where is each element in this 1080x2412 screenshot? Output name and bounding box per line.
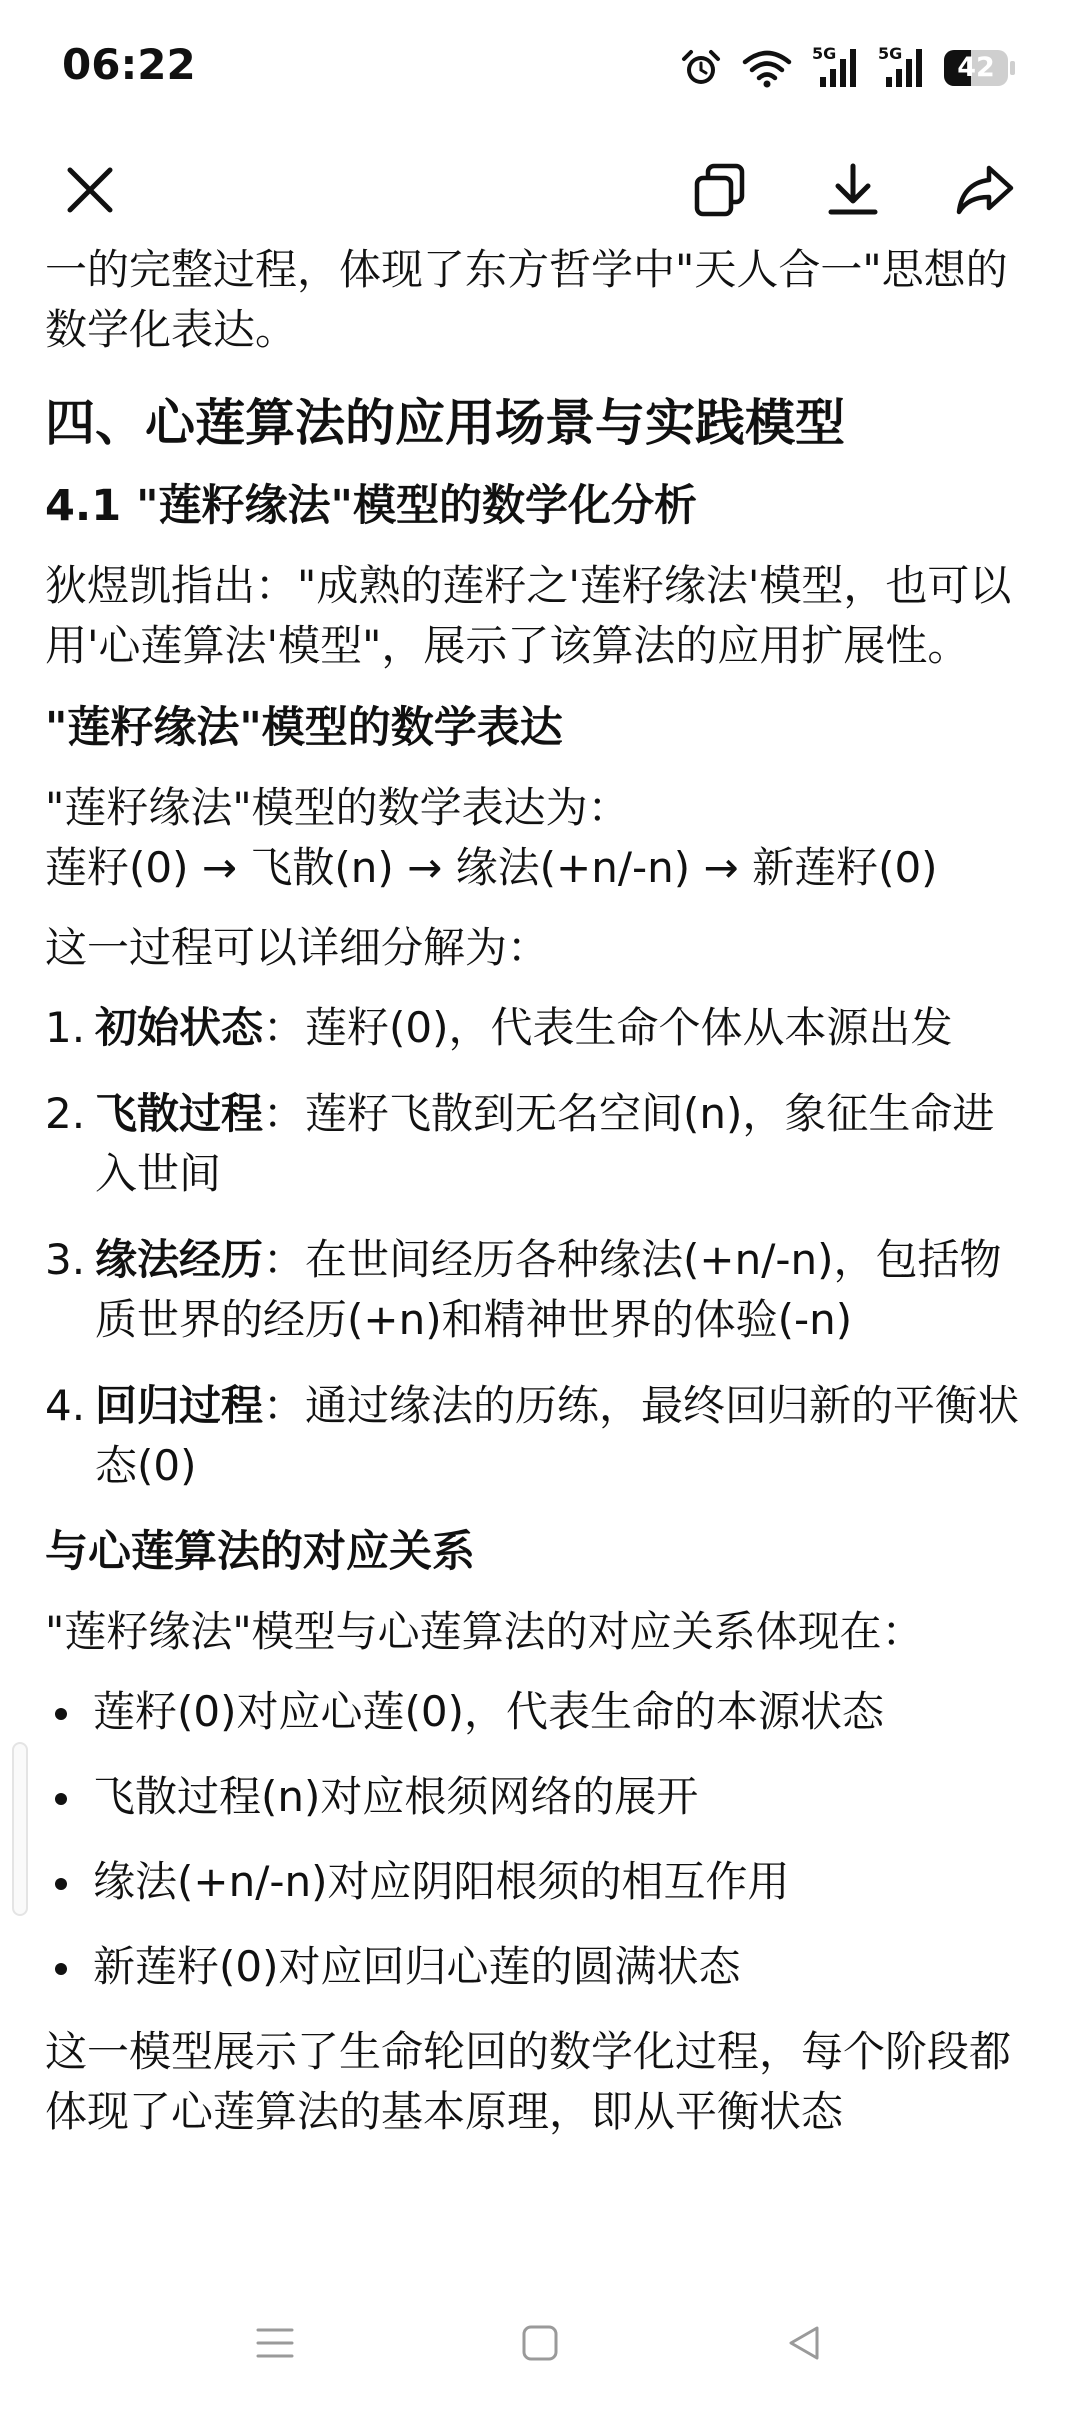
battery-body <box>944 50 1008 86</box>
closing-paragraph: 这一模型展示了生命轮回的数学化过程，每个阶段都体现了心莲算法的基本原理，即从平衡状态 <box>45 2027 1012 2136</box>
network-label-2: 5G <box>878 44 903 63</box>
list-number: 4. <box>45 1381 86 1430</box>
copy-button[interactable] <box>670 140 770 240</box>
close-icon <box>64 164 116 216</box>
battery-icon <box>944 50 1014 86</box>
list-item: 新莲籽(0)对应回归心莲的圆满状态 <box>45 1937 1035 1997</box>
battery-level: 42 <box>957 52 995 83</box>
close-button[interactable] <box>40 140 140 240</box>
download-icon <box>825 162 881 218</box>
list-number: 2. <box>45 1089 86 1138</box>
network-label-1: 5G <box>812 44 837 63</box>
expression-line-1: "莲籽缘法"模型的数学表达为： <box>45 783 630 832</box>
step-term: 飞散过程 <box>95 1089 264 1138</box>
battery-tip <box>1010 61 1015 75</box>
list-item <box>45 1230 1035 1350</box>
list-item: 莲籽(0)对应心莲(0)，代表生命的本源状态 <box>45 1682 1035 1742</box>
list-number: 3. <box>45 1235 86 1284</box>
wifi-icon <box>742 48 792 88</box>
signal-icon-1 <box>812 44 858 89</box>
step-text: ：莲籽飞散到无名空间(n)，象征生命进入世间 <box>95 1089 995 1198</box>
intro-paragraph: 一的完整过程，体现了东方哲学中"天人合一"思想的数学化表达。 <box>45 245 1008 354</box>
paragraph-1: 狄煜凯指出："成熟的莲籽之'莲籽缘法'模型，也可以用'心莲算法'模型"，展示了该算法的应用扩展性。 <box>45 561 1012 670</box>
list-item: 缘法(+n/-n)对应阴阳根须的相互作用 <box>45 1852 1035 1912</box>
alarm-icon <box>680 47 722 89</box>
menu-button[interactable] <box>230 2308 320 2378</box>
list-item <box>45 1376 1035 1496</box>
download-button[interactable] <box>803 140 903 240</box>
back-button[interactable] <box>760 2308 850 2378</box>
back-icon <box>785 2323 825 2363</box>
expression-line-2: 莲籽(0) → 飞散(n) → 缘法(+n/-n) → 新莲籽(0) <box>45 843 938 892</box>
menu-icon <box>255 2325 295 2361</box>
subsection-title: 4.1 "莲籽缘法"模型的数学化分析 <box>45 481 697 531</box>
decompose-intro: 这一过程可以详细分解为： <box>45 923 550 972</box>
document-content[interactable] <box>45 240 1035 2278</box>
share-button[interactable] <box>935 140 1035 240</box>
list-item <box>45 1084 1035 1204</box>
list-item: 飞散过程(n)对应根须网络的展开 <box>45 1767 1035 1827</box>
top-toolbar <box>0 140 1080 240</box>
heading-correspondence: 与心莲算法的对应关系 <box>45 1527 475 1577</box>
share-icon <box>955 162 1015 218</box>
edge-swipe-handle[interactable] <box>12 1742 28 1916</box>
navigation-bar <box>0 2278 1080 2412</box>
step-term: 初始状态 <box>95 1003 264 1052</box>
correspondence-intro: "莲籽缘法"模型与心莲算法的对应关系体现在： <box>45 1607 924 1656</box>
home-icon <box>520 2323 560 2363</box>
list-number: 1. <box>45 1003 86 1052</box>
home-button[interactable] <box>495 2308 585 2378</box>
steps-list <box>45 998 1035 1496</box>
section-title: 四、心莲算法的应用场景与实践模型 <box>45 394 845 452</box>
step-term: 回归过程 <box>95 1381 264 1430</box>
bullet-list <box>45 1682 1035 1997</box>
heading-expression: "莲籽缘法"模型的数学表达 <box>45 703 563 753</box>
signal-icon-2 <box>878 44 924 89</box>
step-text: ：莲籽(0)，代表生命个体从本源出发 <box>263 1003 953 1052</box>
step-text: ：通过缘法的历练，最终回归新的平衡状态(0) <box>95 1381 1020 1490</box>
status-time: 06:22 <box>62 40 196 89</box>
status-icons <box>680 44 1014 92</box>
step-term: 缘法经历 <box>95 1235 264 1284</box>
list-item <box>45 998 1035 1058</box>
copy-icon <box>692 162 748 218</box>
status-bar <box>0 0 1080 140</box>
step-text: ：在世间经历各种缘法(+n/-n)，包括物质世界的经历(+n)和精神世界的体验(-n) <box>95 1235 1002 1344</box>
